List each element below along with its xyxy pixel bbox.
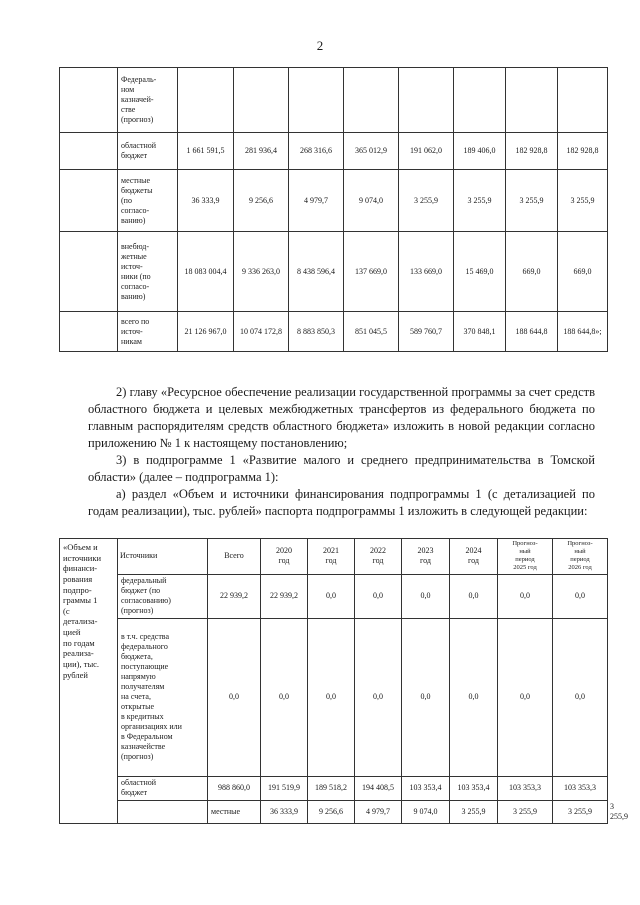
value-cell: 0,0 bbox=[498, 574, 553, 618]
value-cell: 189 518,2 bbox=[308, 776, 355, 800]
value-cell: 0,0 bbox=[402, 618, 450, 776]
value-cell: 851 045,5 bbox=[344, 312, 399, 352]
value-cell: 182 928,8 bbox=[558, 133, 608, 170]
value-cell: 0,0 bbox=[553, 618, 608, 776]
value-cell: 188 644,8 bbox=[506, 312, 558, 352]
value-cell: 370 848,1 bbox=[454, 312, 506, 352]
value-cell: 0,0 bbox=[308, 574, 355, 618]
value-cell: 3 255,9 bbox=[454, 170, 506, 232]
value-cell: 0,0 bbox=[553, 574, 608, 618]
value-cell: 3 255,9 bbox=[498, 800, 553, 823]
header-2021: 2021 год bbox=[308, 539, 355, 575]
paragraph-3a: а) раздел «Объем и источники финансирования подпрограммы 1 (с детализацией по годам реализации), тыс. рублей» паспорта подпрограммы 1 изложить в следующей редакции: bbox=[88, 487, 595, 518]
value-cell: 0,0 bbox=[355, 574, 402, 618]
value-cell: 133 669,0 bbox=[399, 232, 454, 312]
value-cell: 3 255,9 bbox=[553, 800, 608, 823]
financing-table bbox=[59, 538, 628, 824]
value-cell: 21 126 967,0 bbox=[178, 312, 234, 352]
value-cell: 9 074,0 bbox=[402, 800, 450, 823]
header-2023: 2023 год bbox=[402, 539, 450, 575]
table-row bbox=[60, 776, 608, 800]
value-cell bbox=[289, 68, 344, 133]
row-label: областной бюджет bbox=[118, 776, 208, 800]
header-2020: 2020 год bbox=[261, 539, 308, 575]
continuation-table bbox=[59, 67, 608, 352]
header-2024: 2024 год bbox=[450, 539, 498, 575]
value-cell: 0,0 bbox=[308, 618, 355, 776]
header-2026: Прогноз- ный период 2026 год bbox=[553, 539, 608, 575]
row-label: Федераль- ном казначей- стве (прогноз) bbox=[118, 68, 178, 133]
value-cell: 3 255,9 bbox=[506, 170, 558, 232]
value-cell bbox=[178, 68, 234, 133]
row-label: местные bbox=[208, 800, 261, 823]
table-row bbox=[60, 170, 608, 232]
value-cell: 22 939,2 bbox=[261, 574, 308, 618]
table-row bbox=[60, 68, 608, 133]
value-cell: 10 074 172,8 bbox=[234, 312, 289, 352]
table-header-row bbox=[60, 539, 608, 575]
table-row bbox=[60, 133, 608, 170]
value-cell: 103 353,3 bbox=[498, 776, 553, 800]
value-cell: 36 333,9 bbox=[178, 170, 234, 232]
row-label: всего по источ- никам bbox=[118, 312, 178, 352]
section-title-cell: «Объем и источники финанси- рования подпро- граммы 1 (с детализа- цией по годам реализа- ции), тыс. рублей bbox=[60, 539, 118, 824]
value-cell: 191 519,9 bbox=[261, 776, 308, 800]
blank-cell bbox=[60, 232, 118, 312]
value-cell: 189 406,0 bbox=[454, 133, 506, 170]
value-cell: 0,0 bbox=[498, 618, 553, 776]
page-number: 2 bbox=[316, 38, 324, 53]
value-cell: 365 012,9 bbox=[344, 133, 399, 170]
value-cell: 281 936,4 bbox=[234, 133, 289, 170]
paragraph-3: 3) в подпрограмме 1 «Развитие малого и среднего предпринимательства в Томской области» (далее – подпрограмма 1): bbox=[88, 453, 595, 484]
value-cell: 191 062,0 bbox=[399, 133, 454, 170]
amendment-text bbox=[88, 384, 595, 520]
value-cell: 268 316,6 bbox=[289, 133, 344, 170]
value-cell: 4 979,7 bbox=[289, 170, 344, 232]
value-cell: 188 644,8»; bbox=[558, 312, 608, 352]
paragraph-2: 2) главу «Ресурсное обеспечение реализации государственной программы за счет средств областного бюджета и целевых межбюджетных трансфертов из федерального бюджета по главным распорядителям средств областного бюджета» изложить в новой редакции согласно приложению № 1 к настоящему постановлению; bbox=[88, 385, 595, 450]
header-total: Всего bbox=[208, 539, 261, 575]
value-cell bbox=[506, 68, 558, 133]
value-cell: 9 074,0 bbox=[344, 170, 399, 232]
value-cell: 137 669,0 bbox=[344, 232, 399, 312]
value-cell: 9 256,6 bbox=[308, 800, 355, 823]
value-cell: 0,0 bbox=[402, 574, 450, 618]
value-cell bbox=[234, 68, 289, 133]
value-cell: 589 760,7 bbox=[399, 312, 454, 352]
blank-cell bbox=[60, 170, 118, 232]
value-cell: 3 255,9 bbox=[399, 170, 454, 232]
value-cell bbox=[344, 68, 399, 133]
value-cell: 9 336 263,0 bbox=[234, 232, 289, 312]
row-label: федеральный бюджет (по согласованию) (прогноз) bbox=[118, 574, 208, 618]
value-cell: 669,0 bbox=[558, 232, 608, 312]
blank-cell bbox=[118, 800, 208, 823]
value-cell bbox=[558, 68, 608, 133]
value-cell: 182 928,8 bbox=[506, 133, 558, 170]
value-cell: 0,0 bbox=[450, 618, 498, 776]
value-cell: 103 353,4 bbox=[450, 776, 498, 800]
value-cell: 3 255,9 bbox=[450, 800, 498, 823]
value-cell bbox=[399, 68, 454, 133]
value-cell: 103 353,3 bbox=[553, 776, 608, 800]
table-row bbox=[60, 618, 608, 776]
row-label: местные бюджеты (по согласо- ванию) bbox=[118, 170, 178, 232]
header-2022: 2022 год bbox=[355, 539, 402, 575]
value-cell: 0,0 bbox=[208, 618, 261, 776]
value-cell bbox=[454, 68, 506, 133]
value-cell: 4 979,7 bbox=[355, 800, 402, 823]
value-cell: 9 256,6 bbox=[234, 170, 289, 232]
table-row bbox=[60, 312, 608, 352]
value-cell: 0,0 bbox=[355, 618, 402, 776]
value-cell: 988 860,0 bbox=[208, 776, 261, 800]
value-cell: 18 083 004,4 bbox=[178, 232, 234, 312]
value-cell: 8 438 596,4 bbox=[289, 232, 344, 312]
table-row bbox=[60, 574, 608, 618]
header-2025: Прогноз- ный период 2025 год bbox=[498, 539, 553, 575]
row-label: внебюд- жетные источ- ники (по согласо- ванию) bbox=[118, 232, 178, 312]
value-cell: 103 353,4 bbox=[402, 776, 450, 800]
value-cell: 15 469,0 bbox=[454, 232, 506, 312]
value-cell: 0,0 bbox=[261, 618, 308, 776]
table-row bbox=[60, 232, 608, 312]
value-cell: 0,0 bbox=[450, 574, 498, 618]
row-label: в т.ч. средства федерального бюджета, поступающие напрямую получателям на счета, открытые в кредитных организациях или в Федеральном казначействе (прогноз) bbox=[118, 618, 208, 776]
value-cell: 194 408,5 bbox=[355, 776, 402, 800]
value-cell: 669,0 bbox=[506, 232, 558, 312]
header-sources: Источники bbox=[118, 539, 208, 575]
value-cell: 3 255,9 bbox=[558, 170, 608, 232]
value-cell: 22 939,2 bbox=[208, 574, 261, 618]
table-row: местные 36 333,9 9 256,6 4 979,7 9 074,0 3 255,9 3 255,9 3 255,9 3 255,9 bbox=[60, 800, 608, 823]
row-label: областной бюджет bbox=[118, 133, 178, 170]
value-cell: 1 661 591,5 bbox=[178, 133, 234, 170]
blank-cell bbox=[60, 68, 118, 133]
blank-cell bbox=[60, 312, 118, 352]
blank-cell bbox=[60, 133, 118, 170]
value-cell: 8 883 850,3 bbox=[289, 312, 344, 352]
value-cell: 36 333,9 bbox=[261, 800, 308, 823]
